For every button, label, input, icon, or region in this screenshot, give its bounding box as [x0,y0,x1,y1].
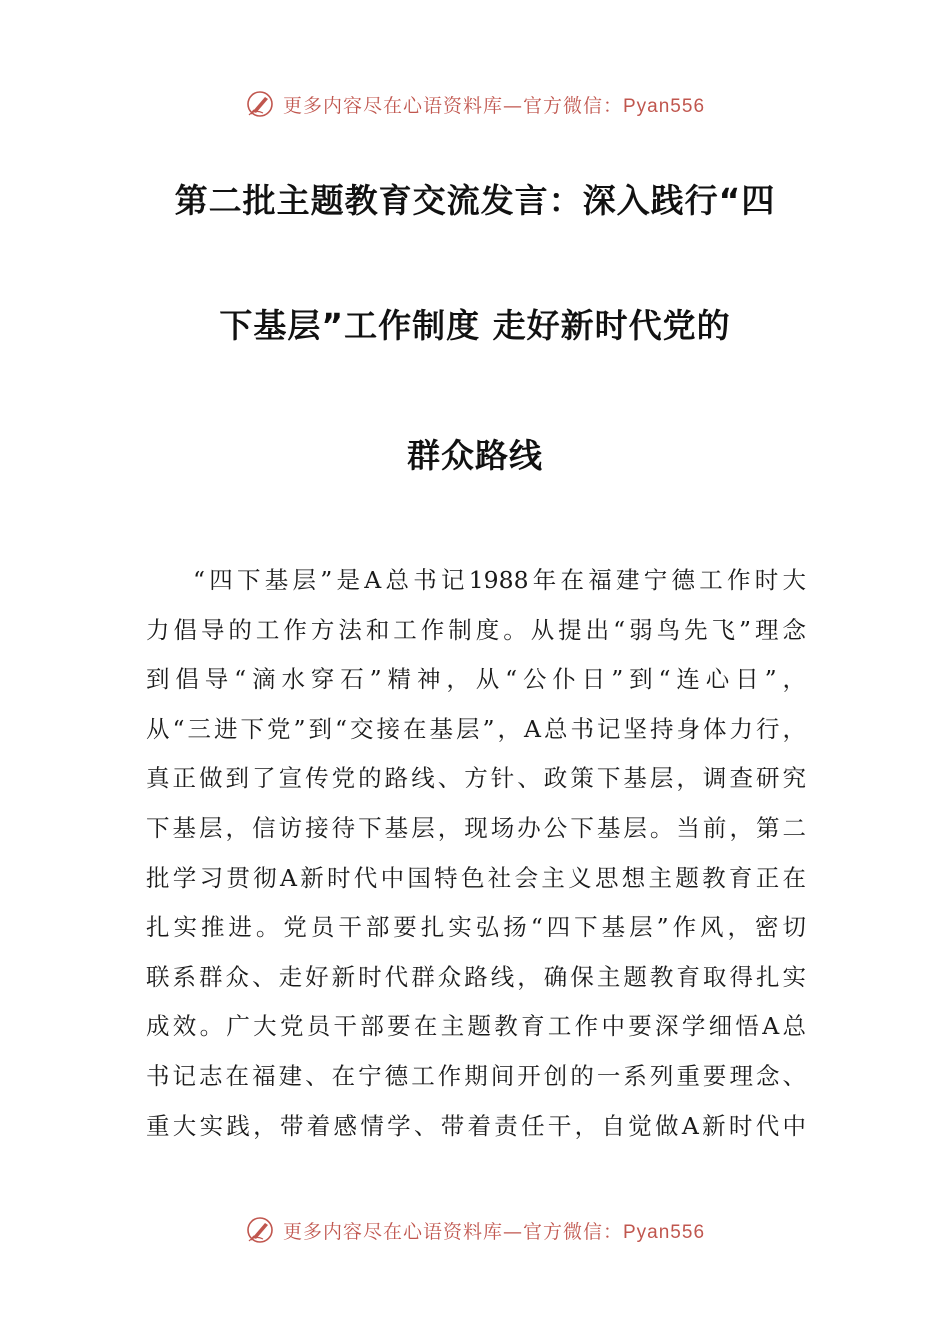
quill-pen-logo-icon [245,1215,275,1245]
body-line: 扎实推进。党员干部要扎实弘扬“四下基层”作风，密切 [146,913,806,942]
body-line: “四下基层”是A总书记1988年在福建宁德工作时大 [193,566,806,594]
document-title-line-3: 群众路线 [407,436,543,475]
document-title-line-1: 第二批主题教育交流发言：深入践行“四 [174,181,776,220]
body-line: 从“三进下党”到“交接在基层”，A总书记坚持身体力行， [146,714,806,743]
watermark-wechat-id: Pyan556 [623,95,706,117]
footer-watermark [0,1210,950,1250]
body-line: 下基层，信访接待下基层，现场办公下基层。当前，第二 [146,813,806,842]
body-line: 力倡导的工作方法和工作制度。从提出“弱鸟先飞”理念 [146,615,806,644]
body-line: 成效。广大党员干部要在主题教育工作中要深学细悟A总 [146,1012,806,1041]
body-line: 联系群众、走好新时代群众路线，确保主题教育取得扎实 [146,962,806,991]
body-line: 重大实践，带着感情学、带着责任干，自觉做A新时代中 [146,1111,806,1140]
watermark-text: 更多内容尽在心语资料库—官方微信：Pyan556 [282,1220,706,1243]
body-line: 批学习贯彻A新时代中国特色社会主义思想主题教育正在 [146,863,806,892]
header-watermark [0,84,950,124]
body-line: 真正做到了宣传党的路线、方针、政策下基层，调查研究 [146,764,806,793]
quill-pen-logo-icon [245,89,275,119]
watermark-wechat-id: Pyan556 [623,1221,706,1243]
body-line: 到倡导“滴水穿石”精神，从“公仆日”到“连心日”， [146,665,806,694]
document-title-line-2: 下基层”工作制度 走好新时代党的 [219,306,731,345]
watermark-text: 更多内容尽在心语资料库—官方微信：Pyan556 [282,94,706,117]
body-line: 书记志在福建、在宁德工作期间开创的一系列重要理念、 [146,1061,806,1090]
body-paragraph [146,556,806,1151]
